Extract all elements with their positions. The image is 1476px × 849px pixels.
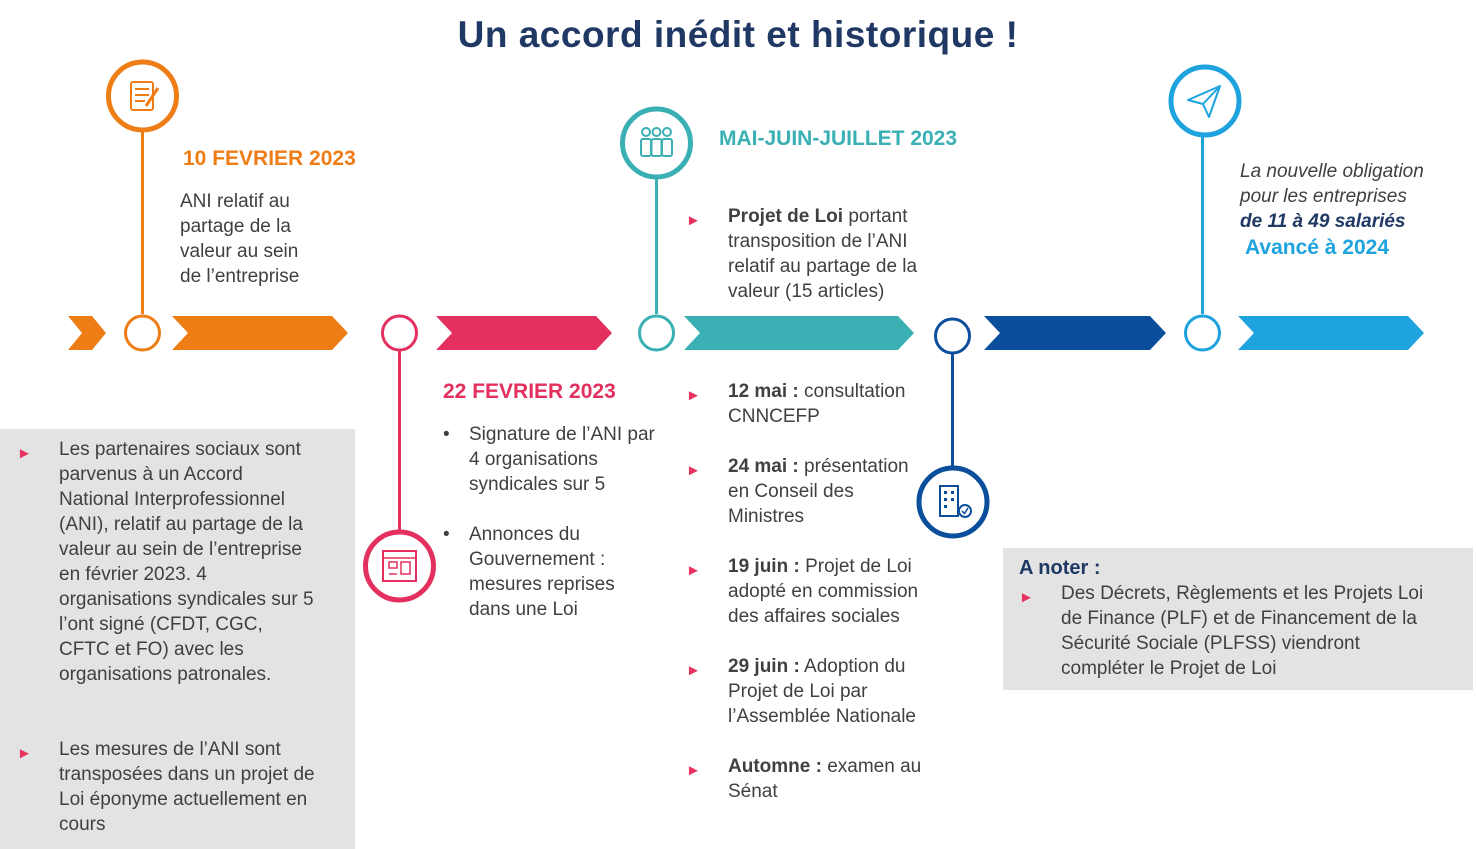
item-line: CFTC et FO) avec les	[59, 639, 244, 660]
milestone-5-bold: de 11 à 49 salariés	[1240, 211, 1406, 232]
connector-orange	[141, 130, 144, 314]
triangle-bullet-icon: ►	[686, 562, 701, 579]
list-item	[443, 522, 683, 622]
list-item	[17, 737, 341, 837]
item-line: transposition de l’ANI	[728, 231, 908, 252]
bullet-dot-icon: •	[443, 424, 450, 445]
triangle-bullet-icon: ►	[17, 745, 32, 762]
connector-pink	[398, 351, 401, 533]
item-line: Projet de Loi par	[728, 681, 868, 702]
connector-blue	[1201, 132, 1204, 314]
list-item	[686, 554, 946, 629]
list-item-line: mesures reprises	[469, 574, 615, 595]
item-line: Des Décrets, Règlements et les Projets Loi	[1061, 583, 1424, 604]
list-item	[686, 204, 956, 304]
item-line: l’ont signé (CFDT, CGC,	[59, 614, 263, 635]
timeline-node-navy	[936, 319, 970, 353]
blueprint-icon	[366, 532, 434, 600]
list-item	[686, 754, 946, 804]
triangle-bullet-icon: ►	[686, 662, 701, 679]
item-line: Les partenaires sociaux sont	[59, 439, 301, 460]
item-line: cours	[59, 814, 106, 835]
milestone-3-list	[686, 379, 946, 804]
timeline-arrow-pink	[436, 316, 612, 350]
item-line: transposées dans un projet de	[59, 764, 315, 785]
item-line: valeur au sein de l’entreprise	[59, 539, 302, 560]
item-line: (ANI), relatif au partage de la	[59, 514, 303, 535]
timeline-arrow-blue	[1238, 316, 1424, 350]
item-line: organisations syndicales sur 5	[59, 589, 314, 610]
item-line: compléter le Projet de Loi	[1061, 658, 1277, 679]
item-line: Sécurité Sociale (PLFSS) viendront	[1061, 633, 1360, 654]
timeline-arrow-teal	[684, 316, 914, 350]
connector-navy	[951, 351, 954, 469]
paper-plane-icon	[1171, 67, 1239, 135]
list-item	[1019, 581, 1463, 681]
item-line: de Finance (PLF) et de Financement de la	[1061, 608, 1417, 629]
item-line: National Interprofessionnel	[59, 489, 286, 510]
list-item	[686, 379, 946, 429]
timeline-node-pink	[383, 316, 417, 350]
triangle-bullet-icon: ►	[686, 212, 701, 229]
item-line: Ministres	[728, 506, 805, 527]
milestone-5-line: La nouvelle obligation	[1240, 161, 1424, 182]
item-bold: Projet de Loi	[728, 206, 844, 227]
item-line: valeur (15 articles)	[728, 281, 885, 302]
item-line: CNNCEFP	[728, 406, 820, 427]
timeline-node-orange	[126, 316, 160, 350]
list-item	[443, 422, 683, 497]
item-text: examen au	[821, 756, 922, 777]
milestone-1-text	[180, 189, 299, 289]
triangle-bullet-icon: ►	[686, 462, 701, 479]
page-title: Un accord inédit et historique !	[457, 14, 1019, 55]
milestone-5-highlight: Avancé à 2024	[1245, 236, 1389, 259]
milestone-2-date: 22 FEVRIER 2023	[443, 380, 616, 403]
list-item-line: dans une Loi	[469, 599, 578, 620]
item-line: organisations patronales.	[59, 664, 272, 685]
item-text: Projet de Loi	[799, 556, 912, 577]
item-line: l’Assemblée Nationale	[728, 706, 916, 727]
item-text: portant	[843, 206, 908, 227]
timeline-arrow-orange	[172, 316, 348, 350]
item-text: consultation	[798, 381, 906, 402]
list-item	[686, 454, 946, 529]
checklist-icon	[109, 62, 177, 130]
item-line: des affaires sociales	[728, 606, 900, 627]
list-item-line: Annonces du	[469, 524, 580, 545]
list-item-line: 4 organisations	[469, 449, 598, 470]
list-item	[17, 437, 341, 687]
people-group-icon	[623, 109, 691, 177]
item-text: Adoption du	[799, 656, 906, 677]
item-line: en février 2023. 4	[59, 564, 207, 585]
milestone-5-line: pour les entreprises	[1240, 186, 1407, 207]
left-info-box	[0, 429, 355, 849]
list-item-line: Signature de l’ANI par	[469, 424, 655, 445]
milestone-1-line: partage de la	[180, 216, 291, 237]
triangle-bullet-icon: ►	[686, 762, 701, 779]
timeline-arrow-navy	[984, 316, 1166, 350]
item-bold: 24 mai :	[728, 456, 799, 477]
timeline-chevron-start	[68, 316, 106, 350]
milestone-2-list	[443, 422, 683, 622]
milestone-3-top	[686, 204, 956, 304]
milestone-5-text	[1240, 159, 1424, 234]
timeline-node-teal	[640, 316, 674, 350]
milestone-1-line: ANI relatif au	[180, 191, 290, 212]
item-line: Sénat	[728, 781, 778, 802]
timeline-node-blue	[1186, 316, 1220, 350]
item-bold: Automne :	[728, 756, 822, 777]
triangle-bullet-icon: ►	[1019, 589, 1034, 606]
milestone-3-date: MAI-JUIN-JUILLET 2023	[719, 127, 958, 150]
connector-teal	[655, 176, 658, 314]
item-bold: 19 juin :	[728, 556, 800, 577]
note-box	[1003, 548, 1473, 690]
bullet-dot-icon: •	[443, 524, 450, 545]
item-line: parvenus à un Accord	[59, 464, 243, 485]
item-bold: 12 mai :	[728, 381, 799, 402]
note-heading: A noter :	[1019, 557, 1101, 579]
item-line: relatif au partage de la	[728, 256, 918, 277]
item-line: en Conseil des	[728, 481, 854, 502]
list-item-line: Gouvernement :	[469, 549, 606, 570]
milestone-1-line: valeur au sein	[180, 241, 299, 262]
list-item	[686, 654, 946, 729]
item-line: Loi éponyme actuellement en	[59, 789, 308, 810]
triangle-bullet-icon: ►	[17, 445, 32, 462]
milestone-1-date: 10 FEVRIER 2023	[183, 147, 356, 170]
item-line: Les mesures de l’ANI sont	[59, 739, 281, 760]
triangle-bullet-icon: ►	[686, 387, 701, 404]
milestone-1-line: de l’entreprise	[180, 266, 300, 287]
item-line: adopté en commission	[728, 581, 919, 602]
list-item-line: syndicales sur 5	[469, 474, 606, 495]
item-text: présentation	[798, 456, 909, 477]
item-bold: 29 juin :	[728, 656, 800, 677]
